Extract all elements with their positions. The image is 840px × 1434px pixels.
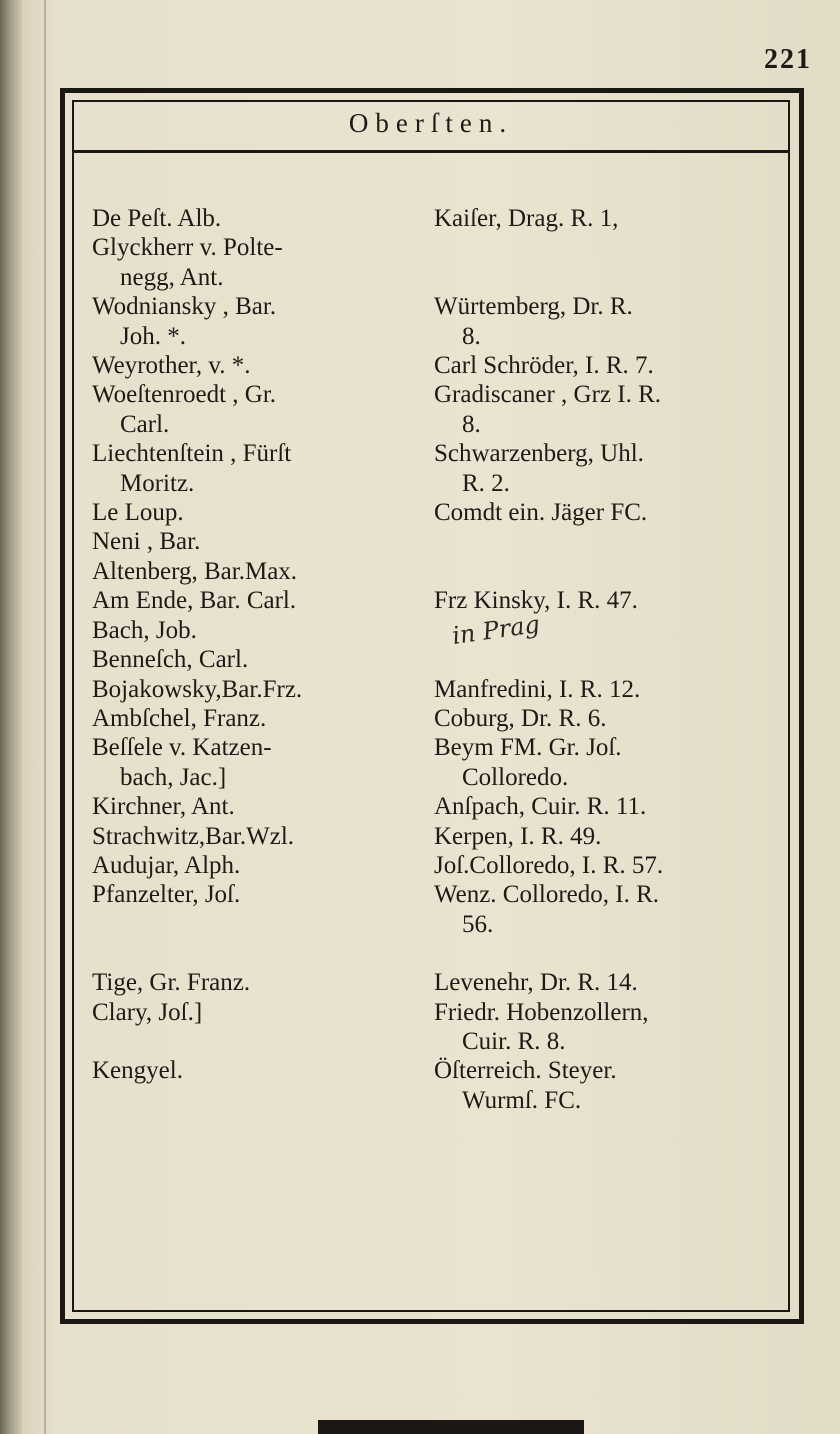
name-line: Am Ende, Bar. Carl. — [92, 587, 297, 615]
officer-name — [92, 204, 434, 233]
officer-entry — [92, 557, 782, 586]
officer-entry — [92, 675, 782, 704]
name-line: Le Loup. — [92, 499, 184, 527]
regiment-line: R. 2. — [462, 469, 510, 497]
officer-entry — [92, 733, 782, 792]
page-number: 221 — [764, 44, 812, 75]
name-line: Kengyel. — [92, 1057, 183, 1085]
regiment-line: Friedr. Hobenzollern, — [434, 998, 649, 1026]
officer-name — [92, 439, 434, 498]
name-line: Altenberg, Bar.Max. — [92, 557, 298, 585]
officer-name — [92, 645, 434, 674]
regiment — [434, 351, 780, 380]
name-line: Ambſchel, Franz. — [92, 704, 267, 732]
officer-entry — [92, 292, 782, 351]
regiment-line: Beym FM. Gr. Joſ. — [434, 734, 622, 762]
name-line: Liechtenſtein , Fürſt — [92, 440, 292, 468]
officer-entry — [92, 527, 782, 556]
name-line: Audujar, Alph. — [92, 851, 241, 879]
officer-entry — [92, 998, 782, 1057]
officer-name — [92, 792, 434, 821]
officer-entry — [92, 939, 782, 968]
regiment — [434, 557, 780, 586]
officer-entry — [92, 586, 782, 615]
officer-entry — [92, 439, 782, 498]
officer-entry — [92, 380, 782, 439]
officer-name — [92, 557, 434, 586]
header-rule — [72, 150, 790, 153]
regiment-line: Frz Kinsky, I. R. 47. — [434, 587, 638, 615]
officer-name — [92, 998, 434, 1057]
regiment-line: Würtemberg, Dr. R. — [434, 293, 633, 321]
name-line: Wodniansky , Bar. — [92, 293, 277, 321]
regiment — [434, 204, 780, 233]
name-line: negg, Ant. — [120, 263, 224, 291]
officer-name — [92, 527, 434, 556]
regiment-line: Comdt ein. Jäger FC. — [434, 499, 648, 527]
officer-name — [92, 968, 434, 997]
officer-list — [92, 204, 782, 1115]
regiment — [434, 880, 780, 939]
officer-entry — [92, 822, 782, 851]
officer-name — [92, 233, 434, 292]
regiment — [434, 968, 780, 997]
regiment — [434, 586, 780, 615]
officer-name — [92, 733, 434, 792]
officer-name — [92, 851, 434, 880]
regiment-line: Kaiſer, Drag. R. 1, — [434, 205, 619, 232]
regiment — [434, 998, 780, 1057]
officer-entry — [92, 968, 782, 997]
name-line: Bach, Job. — [92, 616, 197, 644]
name-line: Tige, Gr. Franz. — [92, 969, 251, 997]
regiment-line: Wenz. Colloredo, I. R. — [434, 881, 660, 909]
regiment-line: Colloredo. — [462, 763, 569, 791]
name-line: Kirchner, Ant. — [92, 793, 235, 821]
officer-name — [92, 1056, 434, 1115]
gutter-shadow-line — [44, 0, 46, 1434]
handwritten-note: in Prag — [450, 609, 542, 650]
regiment-line: Wurmſ. FC. — [462, 1086, 582, 1114]
name-line: Strachwitz,Bar.Wzl. — [92, 822, 295, 850]
regiment — [434, 233, 780, 292]
regiment-line: Schwarzenberg, Uhl. — [434, 440, 644, 468]
name-line: Joh. *. — [120, 322, 186, 350]
regiment — [434, 704, 780, 733]
officer-entry — [92, 498, 782, 527]
name-line: Benneſch, Carl. — [92, 646, 249, 674]
name-line: Pfanzelter, Joſ. — [92, 881, 241, 909]
officer-name — [92, 704, 434, 733]
regiment-line: 56. — [462, 910, 494, 938]
regiment-line: 8. — [462, 410, 481, 438]
regiment-line: Manfredini, I. R. 12. — [434, 675, 641, 703]
officer-name — [92, 380, 434, 439]
regiment-line: Levenehr, Dr. R. 14. — [434, 969, 638, 997]
officer-entry — [92, 880, 782, 939]
regiment-line: Kerpen, I. R. 49. — [434, 822, 602, 850]
officer-name — [92, 292, 434, 351]
name-line: Glyckherr v. Polte- — [92, 234, 283, 262]
section-title: Oberſten. — [348, 108, 514, 138]
book-gutter — [0, 0, 22, 1434]
name-line: Moritz. — [120, 469, 195, 497]
regiment — [434, 439, 780, 498]
officer-entry — [92, 609, 782, 650]
regiment — [434, 822, 780, 851]
regiment-line: Carl Schröder, I. R. 7. — [434, 352, 654, 380]
officer-name — [92, 675, 434, 704]
officer-name — [92, 616, 434, 645]
officer-entry — [92, 1056, 782, 1115]
name-line: Woeſtenroedt , Gr. — [92, 381, 277, 409]
officer-entry — [92, 204, 782, 233]
regiment-line: Cuir. R. 8. — [462, 1027, 566, 1055]
officer-name — [92, 880, 434, 939]
officer-name — [92, 498, 434, 527]
officer-entry — [92, 351, 782, 380]
regiment-line: 8. — [462, 322, 481, 350]
regiment-line: Coburg, Dr. R. 6. — [434, 704, 607, 732]
regiment — [434, 792, 780, 821]
name-line: Neni , Bar. — [92, 528, 201, 556]
officer-entry — [92, 792, 782, 821]
name-line: Beſſele v. Katzen- — [92, 734, 272, 762]
regiment-line: Gradiscaner , Grz I. R. — [434, 381, 661, 409]
name-line: bach, Jac.] — [120, 763, 227, 791]
officer-name — [92, 822, 434, 851]
officer-entry — [92, 851, 782, 880]
name-line: Bojakowsky,Bar.Frz. — [92, 675, 303, 703]
name-line: Carl. — [120, 410, 170, 438]
regiment — [434, 292, 780, 351]
officer-entry — [92, 645, 782, 674]
regiment — [434, 733, 780, 792]
regiment — [434, 645, 780, 674]
officer-entry — [92, 704, 782, 733]
officer-name — [92, 586, 434, 615]
regiment — [434, 609, 780, 650]
officer-name — [92, 351, 434, 380]
name-line: Weyrother, v. *. — [92, 352, 251, 380]
regiment-line: Öſterreich. Steyer. — [434, 1057, 617, 1085]
regiment-line: Joſ.Colloredo, I. R. 57. — [434, 851, 664, 879]
name-line: De Peſt. Alb. — [92, 205, 222, 232]
name-line: Clary, Joſ.] — [92, 998, 203, 1026]
regiment — [434, 498, 780, 527]
regiment — [434, 1056, 780, 1115]
regiment — [434, 675, 780, 704]
officer-entry — [92, 233, 782, 292]
regiment — [434, 851, 780, 880]
regiment-line: Anſpach, Cuir. R. 11. — [434, 793, 647, 821]
regiment — [434, 380, 780, 439]
regiment — [434, 527, 780, 556]
binding-edge — [318, 1420, 584, 1434]
